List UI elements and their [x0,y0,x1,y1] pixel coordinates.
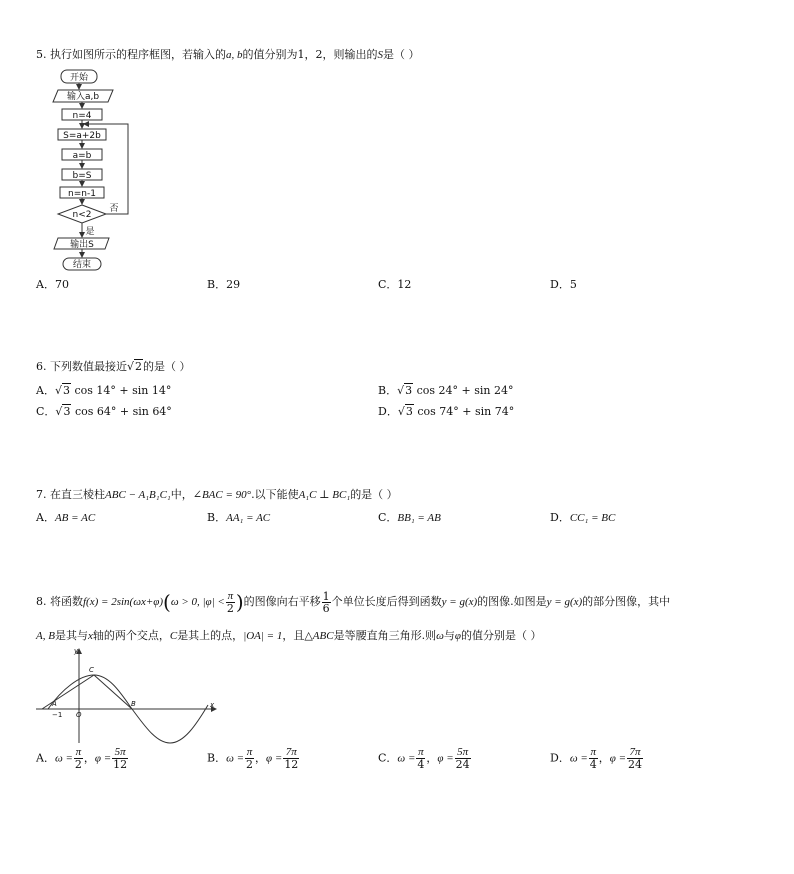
q6-stem: 6. 下列数值最接近√2的是（ ） [36,360,191,373]
label-c: C [89,666,94,674]
q8-graph [32,645,222,747]
q8-cond: ω > 0, |φ| < [170,596,225,608]
flow-start-label: 开始 [69,73,89,83]
flow-end-label: 结束 [72,260,92,270]
q7-option-d[interactable]: D．CC₁ = BC [550,511,616,524]
q5-stem [36,46,420,62]
flow-input-label: 输入a,b [66,92,100,102]
q7-angle: ∠BAC = 90° [192,489,252,501]
q5-option-c[interactable]: C．12 [378,278,412,291]
flow-step4-label: n=n-1 [68,189,96,199]
q7-option-b[interactable]: B．AA₁ = AC [207,511,271,524]
q7-prism: ABC − A₁B₁C₁ [105,489,171,501]
flow-no-label: 否 [109,204,119,214]
label-o: O [76,711,82,719]
q8-func: f(x) = 2sin(ωx+φ) [83,596,164,608]
q5-option-b[interactable]: B．29 [207,278,241,291]
q7-perp: A₁C ⊥ BC₁ [298,489,351,501]
label-y: y [74,647,79,655]
q6-option-b[interactable]: B．√3 cos 24° + sin 24° [378,384,514,397]
flow-yes-label: 是 [85,227,95,237]
q5-option-a[interactable]: A．70 [36,278,69,291]
label-neg1: −1 [52,711,63,719]
label-x: x [210,701,215,709]
q5-vars: a, b [226,49,243,61]
flow-step2-label: a=b [72,151,92,161]
q5-stem-text-3: 是（ ） [383,48,420,61]
q6-option-c[interactable]: C．√3 cos 64° + sin 64° [36,405,172,418]
q5-option-d[interactable]: D．5 [550,278,577,291]
q7-option-a[interactable]: A．AB = AC [36,511,96,524]
q5-flowchart [40,64,150,274]
q8-gfunc: y = g(x) [441,596,478,608]
flow-cond-label: n<2 [72,210,92,220]
q8-stem-line1: 8. 将函数f(x) = 2sin(ωx+φ)(ω > 0, |φ| < $\frac{\pi}{2}$ )的图像向右平移 $\frac{1}{6}$ 个单位长度后得到函数y = g(x)的图像.如图是y = g(x)的部分图像，其中 [36,589,671,615]
label-a: A [52,700,57,708]
q5-number: 5. [36,48,47,61]
q8-option-b[interactable]: B．ω = $\frac{\pi}{2}$ ，φ = $\frac{7\pi}{12}$ [207,746,299,771]
q7-stem: 7. 在直三棱柱ABC − A₁B₁C₁中，∠BAC = 90°.以下能使A₁C ⊥ BC₁的是（ ） [36,488,398,501]
q6-option-a[interactable]: A．√3 cos 14° + sin 14° [36,384,172,397]
q8-option-d[interactable]: D．ω = $\frac{\pi}{4}$ ，φ = $\frac{7\pi}{24}$ [550,746,643,771]
q8-stem-line2: A, B是其与x轴的两个交点，C是其上的点，|OA| = 1，且△ABC是等腰直角三角形.则ω与φ的值分别是（ ） [36,629,542,642]
q7-option-c[interactable]: C．BB₁ = AB [378,511,441,524]
q8-option-c[interactable]: C．ω = $\frac{\pi}{4}$ ，φ = $\frac{5\pi}{24}$ [378,746,470,771]
q8-option-a[interactable]: A．ω = $\frac{\pi}{2}$ ，φ = $\frac{5\pi}{12}$ [36,746,128,771]
q5-stem-text: 执行如图所示的程序框图，若输入的 [50,48,226,61]
label-b: B [131,700,136,708]
q6-option-d[interactable]: D．√3 cos 74° + sin 74° [378,405,515,418]
flow-step3-label: b=S [72,171,92,181]
q5-s: S [377,49,383,61]
q6-number: 6. [36,360,47,373]
flow-step1-label: S=a+2b [63,131,101,141]
flow-init-label: n=4 [72,111,92,121]
sqrt-2: √2 [127,360,143,373]
q5-stem-text-2: 的值分别为1，2，则输出的 [242,48,378,61]
flow-output-label: 输出S [70,240,94,250]
